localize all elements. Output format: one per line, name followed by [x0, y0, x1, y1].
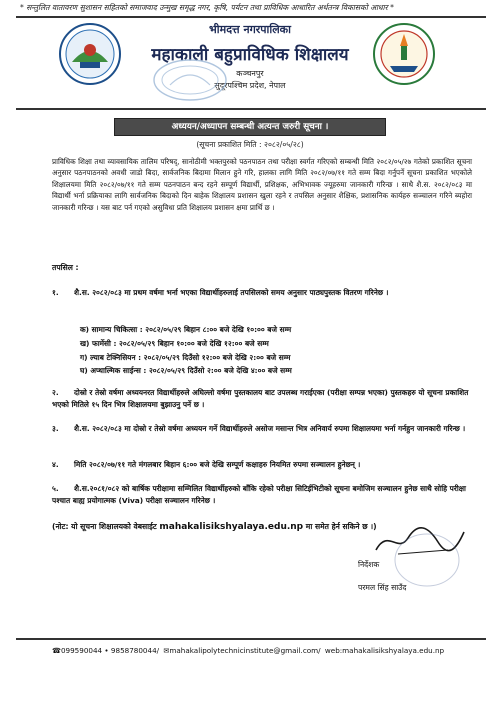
footer-divider [16, 638, 486, 640]
header-divider [16, 108, 486, 110]
schedule-item: ग) ल्याब टेक्निसियन : २०८२/०५/२९ दिउँसो १२:०० बजे देखि २:०० बजे सम्म [80, 353, 291, 362]
tapasil-heading: तपसिल : [52, 263, 79, 272]
address-line-2: सुदूरपश्चिम प्रदेश, नेपाल [214, 81, 286, 90]
point-number: २. [52, 388, 59, 397]
point-1 [52, 287, 472, 299]
footer-phone: ☎099590044 • 9858780044/ [52, 646, 160, 655]
point-3 [52, 423, 472, 435]
notice-title: अध्ययन/अध्यापन सम्बन्धी अत्यन्त जरुरी सूचना । [114, 118, 386, 136]
point-text: शै.स. २०८२/०८३ मा प्रथम वर्षमा भर्ना भएका विद्यार्थीहरुलाई तपसिलको समय अनुसार पाठ्यपुस्तक वितरण गरिनेछ । [74, 288, 389, 297]
website-note [52, 522, 377, 532]
address-line-1: कञ्चनपुर [236, 69, 264, 78]
signatory-title: निर्देशक [358, 560, 380, 569]
tagline-divider [16, 16, 486, 18]
institution-name: महाकाली बहुप्राविधिक शिक्षालय [151, 45, 349, 65]
point-2 [52, 387, 472, 411]
schedule-item: ख) फार्मेसी : २०८२/०५/२९ बिहान १०:०० बजे देखि १२:०० बजे सम्म [80, 339, 269, 348]
footer-web[interactable]: web:mahakalisikshyalaya.edu.np [324, 646, 445, 655]
schedule-item: घ) अप्थाल्मिक साईन्स : २०८२/०५/२९ दिउँसो २:०० बजे देखि ४:०० बजे सम्म [80, 366, 292, 375]
contact-footer [52, 646, 446, 655]
note-suffix: मा समेत हेर्न सकिने छ ।) [305, 522, 377, 531]
municipality-name: भीमदत्त नगरपालिका [209, 23, 291, 36]
point-number: ५. [52, 484, 59, 493]
note-prefix: (नोट: यो सूचना शिक्षालयको वेबसाईट [52, 522, 157, 531]
point-text: शै.स. २०८२/०८३ मा दोस्रो र तेस्रो वर्षमा अध्ययन गर्ने विद्यार्थीहरुले असोज मसान्त भित्र अनिवार्य रुपमा शिक्षालयमा भर्ना गर्नहुन जानकारी गरिन्छ । [74, 424, 466, 433]
signatory-name: परमल सिंह साउँद [358, 583, 407, 592]
point-number: १. [52, 288, 59, 297]
footer-email[interactable]: ✉mahakalipolytechnicinstitute@gmail.com/ [163, 646, 321, 655]
notice-body: प्राविधिक शिक्षा तथा व्यावसायिक तालिम परिषद्, सानोठीमी भक्तपुरको पठनपाठन तथा परीक्षा स्वर्गत गरिएको सम्बन्धी मिति २०८२/०५/२७ गतेको प्रकाशित सूचना अनुसार पठनपाठनको अवधी जाडो बिदा, सार्वजनिक बिदामा मिलान हुने गरि, हालका लागि मिति २०८२/०७/११ गते सम्म बिदा गर्नुपर्ने सूचना प्रकाशित भएकोले शिक्षालयमा मिति २०८२/०७/११ गते सम्म पठनपाठन बन्द रहने सम्पूर्ण विद्यार्थी, प्रशिक्षक, अभिभावक ज्यूहरुमा जानकारी गरिन्छ । साथै शै.स. २०८२/०८३ मा विद्यार्थी भर्ना प्रक्रियाका लागि सार्वजनिक बिदाको दिन बाहेक शिक्षालय प्रशासन खुला रहने र तपसिल अनुसार शैक्षिक, प्रशासनिक कार्यहरु सञ्चालन गरिने ब्यहोरा जानकारी गरिन्छ । यस बाट पर्न गएको असुविधा प्रति शिक्षालय प्रशासन क्षमा प्रार्थि छ । [52, 157, 472, 212]
point-5 [52, 483, 472, 507]
point-number: ३. [52, 424, 59, 433]
schedule-item: क) सामान्य चिकित्सा : २०८२/०५/२९ बिहान ८:०० बजे देखि १०:०० बजे सम्म [80, 325, 292, 334]
note-website-link[interactable]: mahakalisikshyalaya.edu.np [159, 522, 304, 532]
watermark-seal-icon [150, 55, 230, 105]
point-text: दोस्रो र तेस्रो वर्षमा अध्ययनरत विद्यार्थीहरुले अघिल्लो वर्षमा पुस्तकालय बाट उपलब्ध गराईएका (परीक्षा सम्पन्न भएका) पुस्तकहरु यो सूचना प्रकाशित भएको मितिले १५ दिन भित्र शिक्षालयमा बुझाउनु पर्ने छ । [52, 388, 469, 409]
point-4 [52, 459, 472, 471]
publish-date: (सूचना प्रकाशित मिति : २०८२/०५/२८) [196, 140, 304, 149]
point-number: ४. [52, 460, 59, 469]
point-text: शै.स.२०८१/०८२ को बार्षिक परीक्षामा सम्मिलित विद्यार्थीहरुको बाँकि रहेको परीक्षा सिटिईभिटीको सूचना बमोजिम सञ्चालन हुनेछ साथै सोहि परीक्षा पश्चात बाह्य प्रयोगात्मक (Viva) परीक्षा सञ्चालन गरिनेछ । [52, 484, 466, 505]
tagline: * सन्तुलित वातावरण सुशासन सहितको समाजवाद उन्मुख समृद्ध नगर, कृषि, पर्यटन तथा प्राविधिक आधारित अर्थतन्त्र विकासको आधार * [20, 3, 394, 12]
point-text: मिति २०८२/०७/११ गते मंगलबार बिहान ६:०० बजे देखि सम्पूर्ण कक्षाहरु नियमित रुपमा सञ्चालन हुनेछन् । [74, 460, 361, 469]
official-stamp-icon [392, 530, 462, 590]
